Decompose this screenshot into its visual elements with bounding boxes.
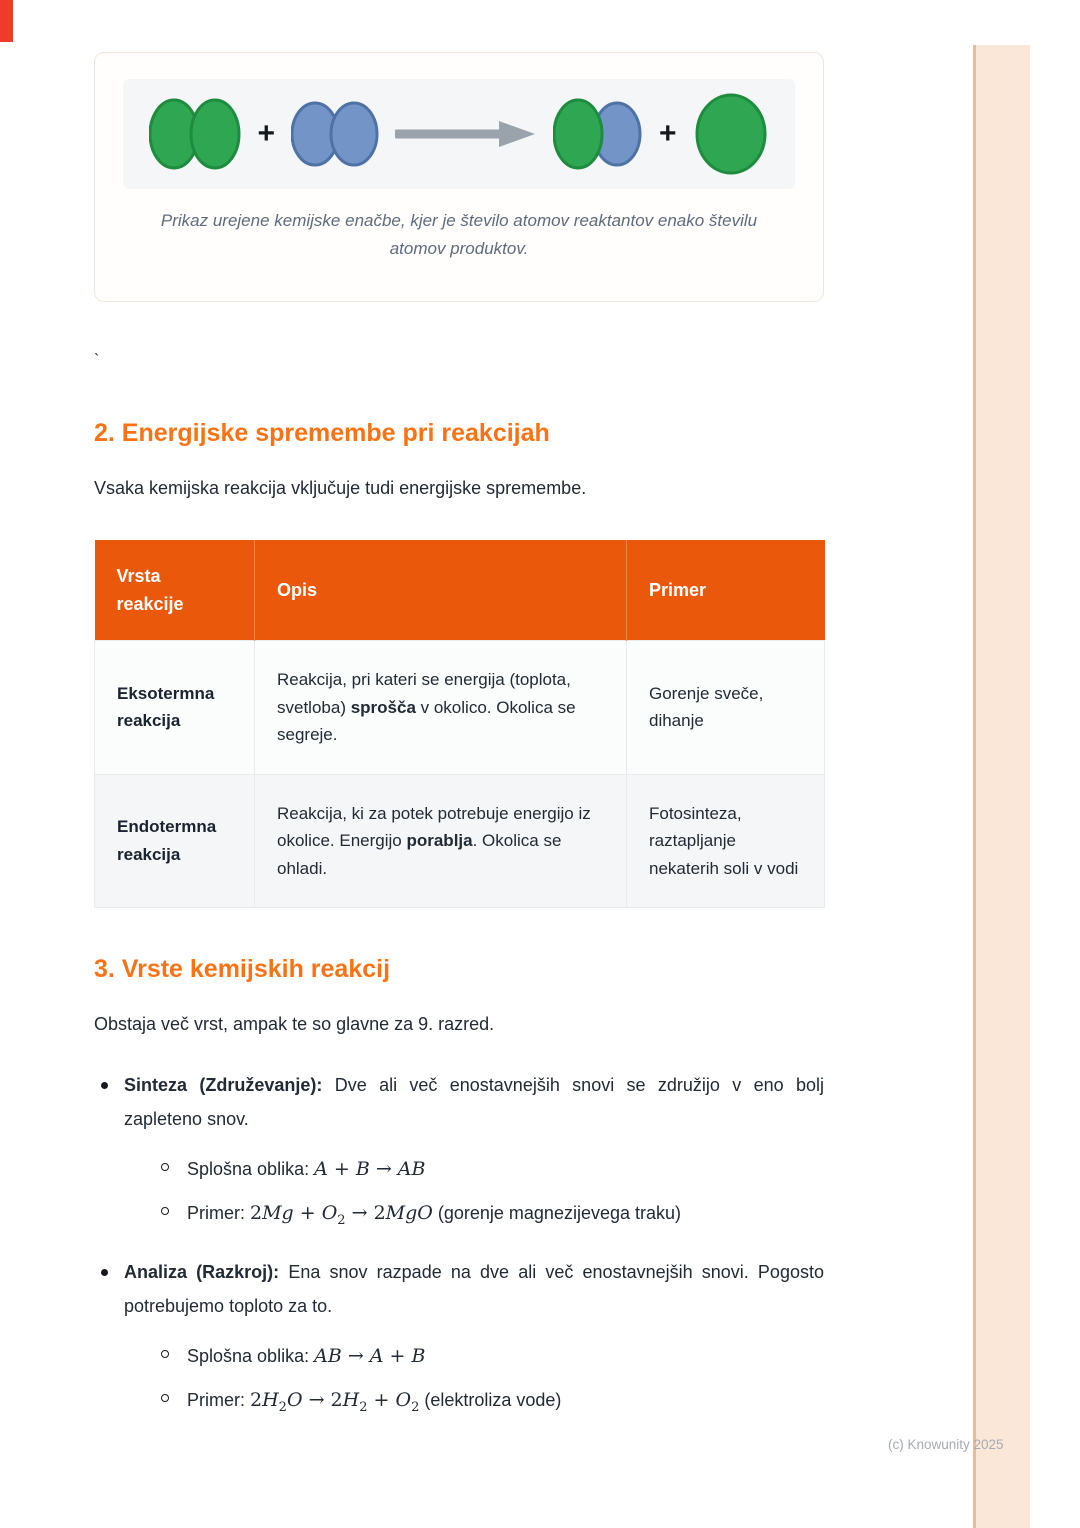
reaction-arrow-icon <box>395 121 537 147</box>
section-intro-types: Obstaja več vrst, ampak te so glavne za 9. razred. <box>94 1014 495 1034</box>
bullet-icon <box>101 1082 108 1089</box>
section-heading-energy: 2. Energijske spremembe pri reakcijah <box>94 419 550 447</box>
reaction-energy-table <box>94 540 825 908</box>
corner-accent-mark <box>0 0 13 42</box>
sub-item-example: Primer: $2H_2O \to 2H_2 + O_2$ (elektroliza vode) <box>160 1386 824 1414</box>
sub-list <box>160 1155 824 1227</box>
figure-caption: Prikaz urejene kemijske enačbe, kjer je število atomov reaktantov enako številu atomov produktov. <box>160 211 758 258</box>
section-intro-energy: Vsaka kemijska reakcija vključuje tudi energijske spremembe. <box>94 478 587 498</box>
column-header-opis: Opis <box>255 540 627 641</box>
cell-example: Gorenje sveče, dihanje <box>627 641 825 775</box>
cell-description: Reakcija, ki za potek potrebuje energijo iz okolice. Energijo porablja. Okolica se ohladi. <box>255 774 627 908</box>
green-molecule-pair-icon <box>149 97 241 171</box>
stray-backtick: ` <box>94 352 100 369</box>
formula: $2H_2O \to 2H_2 + O_2$ <box>250 1389 420 1415</box>
circle-bullet-icon <box>161 1163 169 1171</box>
reaction-types-list <box>94 1068 824 1414</box>
table-row <box>95 641 825 775</box>
blue-molecule-pair-icon <box>291 99 379 169</box>
green-molecule-single-icon <box>693 92 769 176</box>
formula: A + B → AB <box>314 1158 426 1180</box>
formula: $2Mg + O_2 \to 2MgO$ <box>250 1202 433 1228</box>
column-header-primer: Primer <box>627 540 825 641</box>
molecule-diagram <box>123 79 795 189</box>
sub-item-general-form: Splošna oblika: AB → A + B <box>160 1342 824 1370</box>
sub-item-example: Primer: $2Mg + O_2 \to 2MgO$ (gorenje magnezijevega traku) <box>160 1199 824 1227</box>
plus-sign: + <box>659 117 677 150</box>
document-content <box>94 0 824 1414</box>
circle-bullet-icon <box>161 1207 169 1215</box>
cell-description: Reakcija, pri kateri se energija (toplota, svetloba) sprošča v okolico. Okolica se segreje. <box>255 641 627 775</box>
copyright-text: (c) Knowunity 2025 <box>888 1437 1004 1452</box>
column-header-vrsta: Vrsta reakcije <box>95 540 255 641</box>
right-margin-stripe <box>976 45 1030 1528</box>
table-row <box>95 774 825 908</box>
sub-item-general-form: Splošna oblika: A + B → AB <box>160 1155 824 1183</box>
table-header-row <box>95 540 825 641</box>
sub-list <box>160 1342 824 1414</box>
cell-reaction-type: Eksotermna reakcija <box>95 641 255 775</box>
list-item-sinteza: Sinteza (Združevanje): Dve ali več enostavnejših snovi se združijo v eno bolj zapleteno snov. Splošna oblika: A + B → AB Primer: $2Mg + O_2 \to 2MgO$ (gorenje magnezijevega traku) <box>94 1068 824 1227</box>
circle-bullet-icon <box>161 1350 169 1358</box>
product-molecule-pair-icon <box>553 97 643 171</box>
section-heading-types: 3. Vrste kemijskih reakcij <box>94 955 391 983</box>
formula: AB → A + B <box>314 1345 426 1367</box>
figure-card <box>94 52 824 302</box>
circle-bullet-icon <box>161 1394 169 1402</box>
cell-example: Fotosinteza, raztapljanje nekaterih soli v vodi <box>627 774 825 908</box>
bullet-icon <box>101 1269 108 1276</box>
plus-sign: + <box>257 117 275 150</box>
cell-reaction-type: Endotermna reakcija <box>95 774 255 908</box>
list-item-analiza: Analiza (Razkroj): Ena snov razpade na dve ali več enostavnejših snovi. Pogosto potrebujemo toploto za to. Splošna oblika: AB → A + B Primer: $2H_2O \to 2H_2 + O_2$ (elektroliza vode) <box>94 1255 824 1414</box>
